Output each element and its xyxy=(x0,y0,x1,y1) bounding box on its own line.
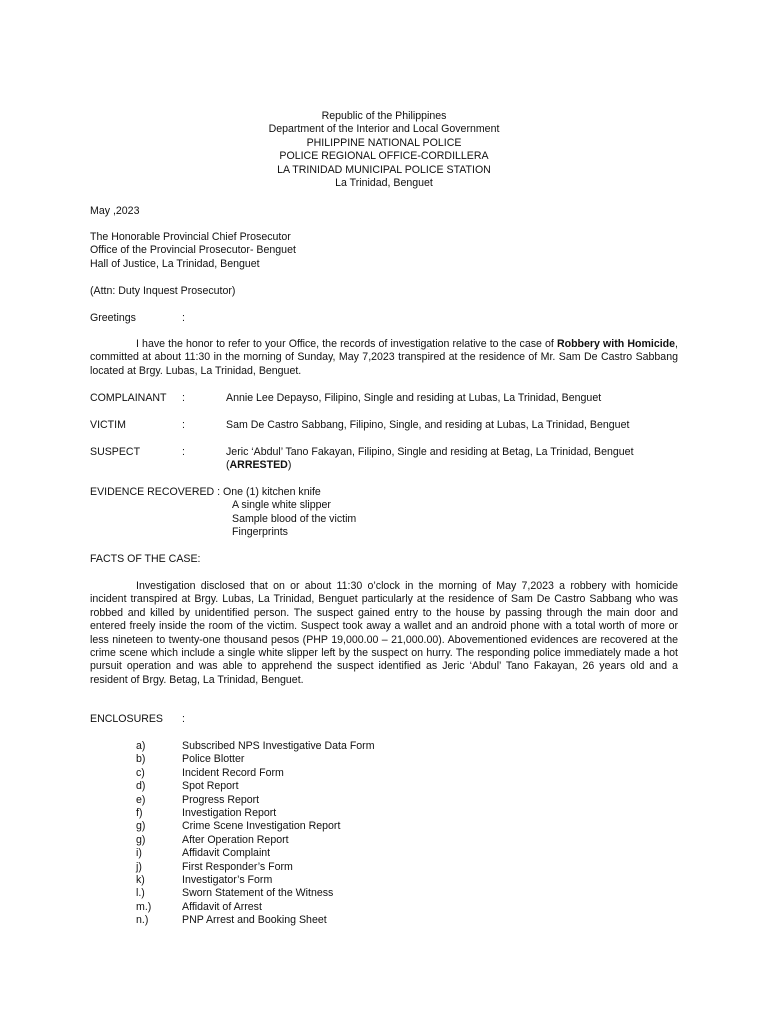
status-open: ( xyxy=(226,459,230,472)
victim-label: VICTIM xyxy=(90,419,126,431)
letterhead-line: POLICE REGIONAL OFFICE-CORDILLERA xyxy=(279,150,489,163)
complainant-row xyxy=(90,392,678,405)
letterhead-line: PHILIPPINE NATIONAL POLICE xyxy=(306,136,462,149)
enclosures-label: ENCLOSURES xyxy=(90,713,163,725)
addressee-line: The Honorable Provincial Chief Prosecutor xyxy=(90,231,291,243)
evidence-item: Fingerprints xyxy=(232,526,288,539)
enclosure-letter: i) xyxy=(136,847,142,860)
case-title: Robbery with Homicide xyxy=(556,338,676,350)
facts-paragraph: Investigation disclosed that on or about 11:30 o’clock in the morning of May 7,2023 a robbery with homicide incident transpired at Brgy. Lubas, La Trinidad, Benguet particularly at the residence of Sam De Castro Sabbang who was robbed and killed by unidentified person. The suspect gained entry to the house by passing through the main door and entered freely inside the room of the victim. Suspect took away a wallet and an android phone with a total worth of more or less nineteen to twenty-one thousand pesos (PHP 19,000.00 – 21,000.00). Abovementioned evidences are recovered at the crime scene which include a single white slipper left by the suspect on hurry. The responding police immediately made a hot pursuit operation and was able to apprehend the suspect identified as Jeric ‘Abdul’ Tano Fakayan, 26 years old and a resident of Brgy. Betag, La Trinidad, Benguet. xyxy=(90,580,678,686)
enclosure-letter: k) xyxy=(136,873,145,886)
letterhead-line: LA TRINIDAD MUNICIPAL POLICE STATION xyxy=(277,163,491,176)
enclosure-item xyxy=(90,861,678,874)
enclosure-item xyxy=(90,780,678,793)
letter-date: May ,2023 xyxy=(90,205,140,217)
enclosure-text: Incident Record Form xyxy=(182,766,284,779)
enclosure-text: Police Blotter xyxy=(182,753,245,766)
intro-text-before: I have the honor to refer to your Office, the records of investigation relative to the case of xyxy=(136,338,557,350)
enclosure-text: Affidavit Complaint xyxy=(182,847,271,860)
greetings xyxy=(90,312,678,325)
enclosure-item xyxy=(90,887,678,900)
enclosure-text: Spot Report xyxy=(182,780,239,793)
enclosure-text: Affidavit of Arrest xyxy=(182,900,262,913)
enclosure-letter: g) xyxy=(136,833,146,846)
enclosures-heading xyxy=(90,713,678,726)
intro-paragraph xyxy=(90,338,678,378)
evidence-item: A single white slipper xyxy=(232,499,331,512)
evidence-item: One (1) kitchen knife xyxy=(223,486,321,498)
complainant-value: Annie Lee Depayso, Filipino, Single and residing at Lubas, La Trinidad, Benguet xyxy=(226,392,602,404)
victim-value: Sam De Castro Sabbang, Filipino, Single, and residing at Lubas, La Trinidad, Benguet xyxy=(226,419,630,431)
victim-row xyxy=(90,419,678,432)
enclosure-item xyxy=(90,847,678,860)
addressee-line: Hall of Justice, La Trinidad, Benguet xyxy=(90,257,260,270)
victim-colon: : xyxy=(182,419,185,431)
enclosure-text: Sworn Statement of the Witness xyxy=(182,887,334,900)
letterhead-line: Department of the Interior and Local Government xyxy=(268,123,500,136)
suspect-value xyxy=(226,446,678,473)
letterhead-line: Republic of the Philippines xyxy=(321,110,447,122)
enclosure-text: PNP Arrest and Booking Sheet xyxy=(182,914,327,927)
enclosure-item xyxy=(90,767,678,780)
enclosure-letter: a) xyxy=(136,740,146,752)
enclosure-text: First Responder’s Form xyxy=(182,860,293,873)
greetings-colon: : xyxy=(182,312,185,324)
enclosure-item xyxy=(90,834,678,847)
enclosure-letter: b) xyxy=(136,753,146,766)
enclosure-item xyxy=(90,874,678,887)
status-close: ) xyxy=(287,459,292,472)
complainant-colon: : xyxy=(182,392,185,404)
evidence-label: EVIDENCE RECOVERED : xyxy=(90,486,224,498)
enclosure-letter: e) xyxy=(136,793,146,806)
enclosure-letter: n.) xyxy=(136,914,149,927)
letterhead-line: La Trinidad, Benguet xyxy=(335,176,433,189)
enclosure-item xyxy=(90,820,678,833)
enclosure-letter: j) xyxy=(136,860,142,873)
enclosure-item xyxy=(90,794,678,807)
enclosure-text: Crime Scene Investigation Report xyxy=(182,820,341,833)
greetings-label: Greetings xyxy=(90,312,136,324)
enclosure-letter: l.) xyxy=(136,887,145,900)
facts-title: FACTS OF THE CASE: xyxy=(90,553,201,565)
letterhead xyxy=(90,110,678,190)
evidence-section xyxy=(90,486,678,540)
enclosure-item xyxy=(90,740,678,753)
enclosure-item xyxy=(90,901,678,914)
enclosure-letter: g) xyxy=(136,820,146,833)
enclosure-text: After Operation Report xyxy=(182,833,289,846)
addressee xyxy=(90,231,678,271)
suspect-label: SUSPECT xyxy=(90,446,141,458)
enclosure-text: Subscribed NPS Investigative Data Form xyxy=(182,740,375,752)
enclosure-text: Progress Report xyxy=(182,793,260,806)
enclosure-text: Investigation Report xyxy=(182,806,277,819)
attention-line: (Attn: Duty Inquest Prosecutor) xyxy=(90,285,236,297)
addressee-line: Office of the Provincial Prosecutor- Benguet xyxy=(90,244,296,257)
suspect-colon: : xyxy=(182,446,185,458)
enclosure-item xyxy=(90,914,678,927)
enclosure-letter: f) xyxy=(136,806,143,819)
intro-text-after: , committed at about 11:30 in the morning of Sunday, May 7,2023 transpired at the residence of Mr. Sam De Castro Sabbang located at Brgy. Lubas, La Trinidad, Benguet. xyxy=(90,338,678,377)
enclosure-item xyxy=(90,807,678,820)
suspect-status: ARRESTED xyxy=(229,459,288,472)
enclosure-text: Investigator’s Form xyxy=(182,873,273,886)
suspect-details: Jeric ‘Abdul’ Tano Fakayan, Filipino, Single and residing at Betag, La Trinidad, Benguet xyxy=(226,446,634,458)
suspect-row xyxy=(90,446,678,473)
enclosure-letter: d) xyxy=(136,780,146,793)
enclosures-list xyxy=(90,740,678,927)
enclosures-colon: : xyxy=(182,713,185,725)
enclosure-letter: m.) xyxy=(136,900,152,913)
enclosure-letter: c) xyxy=(136,766,145,779)
evidence-item: Sample blood of the victim xyxy=(232,512,357,525)
enclosure-item xyxy=(90,753,678,766)
complainant-label: COMPLAINANT xyxy=(90,392,167,404)
